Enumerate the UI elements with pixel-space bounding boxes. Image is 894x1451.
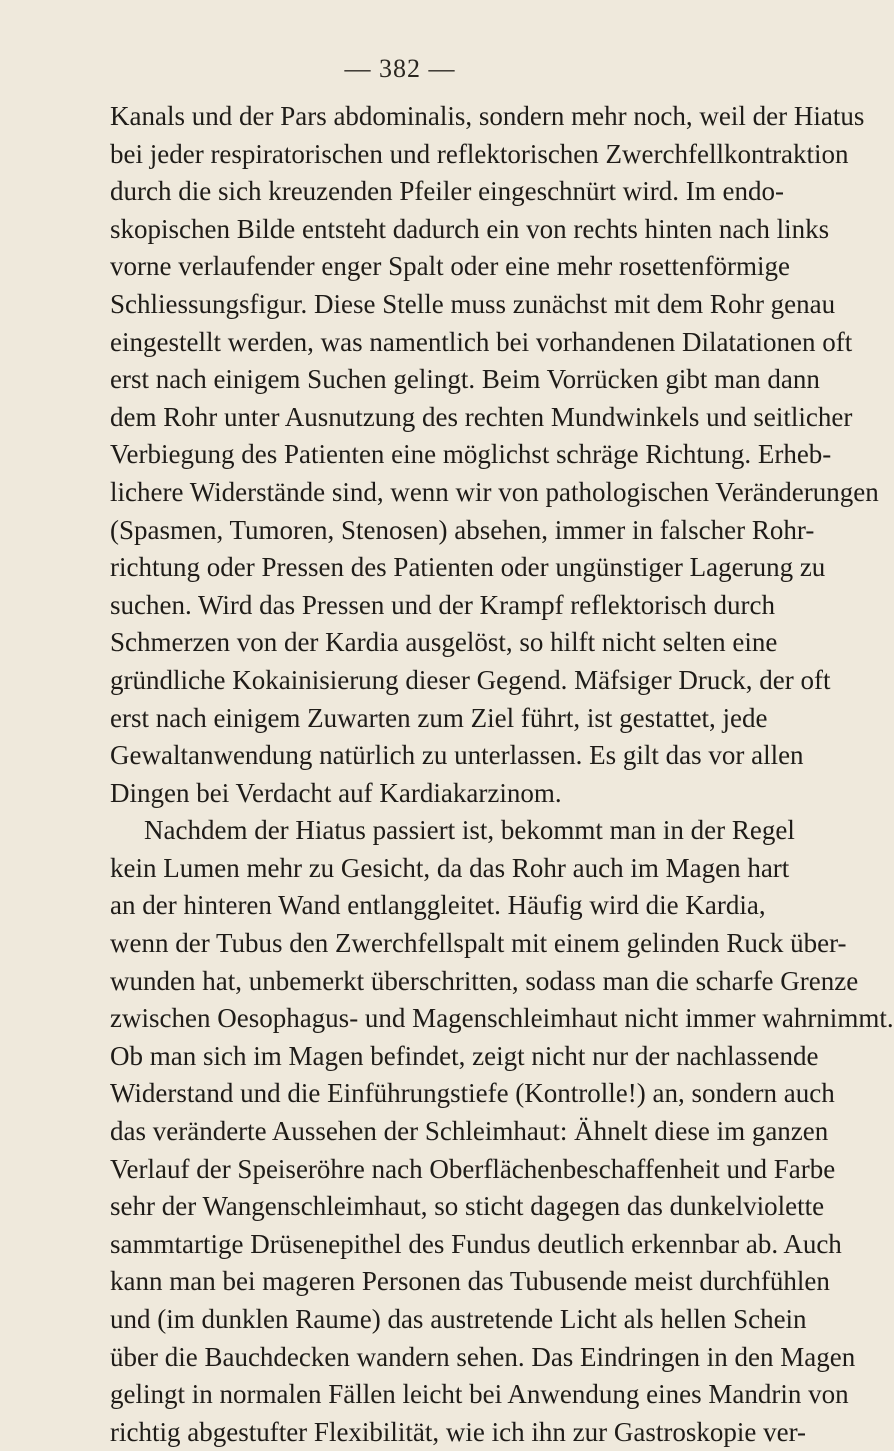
text-line: skopischen Bilde entsteht dadurch ein von rechts hinten nach links — [110, 213, 830, 244]
text-line: richtung oder Pressen des Patienten oder ungünstiger Lagerung zu — [110, 552, 826, 583]
text-line: Gewaltanwendung natürlich zu unterlassen. Es gilt das vor allen — [110, 740, 804, 771]
text-line: und (im dunklen Raume) das austretende Licht als hellen Schein — [110, 1304, 807, 1334]
text-line: wenn der Tubus den Zwerchfellspalt mit einem gelinden Ruck über- — [110, 928, 847, 959]
text-line: vorne verlaufender enger Spalt oder eine mehr rosettenförmige — [110, 251, 790, 282]
text-line: sammtartige Drüsenepithel des Fundus deutlich erkennbar ab. Auch — [110, 1228, 842, 1259]
text-line: erst nach einigem Zuwarten zum Ziel führt, ist gestattet, jede — [110, 702, 768, 733]
text-line: Verbiegung des Patienten eine möglichst schräge Richtung. Erheb- — [110, 439, 832, 470]
text-line: Schmerzen von der Kardia ausgelöst, so hilft nicht selten eine — [110, 627, 778, 658]
paragraph-end-line: Dingen bei Verdacht auf Kardiakarzinom. — [110, 777, 562, 808]
body-text — [110, 98, 894, 1451]
text-line: suchen. Wird das Pressen und der Krampf reflektorisch durch — [110, 589, 775, 620]
text-line: Verlauf der Speiseröhre nach Oberflächenbeschaffenheit und Farbe — [110, 1153, 836, 1184]
text-line: (Spasmen, Tumoren, Stenosen) absehen, immer in falscher Rohr- — [110, 514, 815, 545]
text-line: kann man bei mageren Personen das Tubusende meist durchfühlen — [110, 1266, 830, 1297]
text-line: das veränderte Aussehen der Schleimhaut: Ähnelt diese im ganzen — [110, 1116, 829, 1147]
text-line: bei jeder respiratorischen und reflektorischen Zwerchfellkontraktion — [110, 138, 849, 169]
text-line: gründliche Kokainisierung dieser Gegend. Mäfsiger Druck, der oft — [110, 664, 831, 695]
text-line: Widerstand und die Einführungstiefe (Kontrolle!) an, sondern auch — [110, 1078, 835, 1109]
paragraph-start-line: Nachdem der Hiatus passiert ist, bekommt man in der Regel — [144, 815, 795, 846]
text-line: erst nach einigem Suchen gelingt. Beim Vorrücken gibt man dann — [110, 364, 820, 395]
text-line: gelingt in normalen Fällen leicht bei Anwendung eines Mandrin von — [110, 1379, 849, 1410]
text-line: Ob man sich im Magen befindet, zeigt nicht nur der nachlassende — [110, 1040, 819, 1071]
text-line: Schliessungsfigur. Diese Stelle muss zunächst mit dem Rohr genau — [110, 288, 836, 319]
text-line: an der hinteren Wand entlanggleitet. Häufig wird die Kardia, — [110, 890, 766, 921]
text-line: Kanals und der Pars abdominalis, sondern mehr noch, weil der Hiatus — [110, 101, 865, 131]
text-line: lichere Widerstände sind, wenn wir von pathologischen Veränderungen — [110, 476, 879, 507]
text-line: kein Lumen mehr zu Gesicht, da das Rohr auch im Magen hart — [110, 852, 790, 883]
text-line: eingestellt werden, was namentlich bei vorhandenen Dilatationen oft — [110, 326, 853, 357]
text-line: durch die sich kreuzenden Pfeiler eingeschnürt wird. Im endo- — [110, 176, 785, 207]
text-line: über die Bauchdecken wandern sehen. Das Eindringen in den Magen — [110, 1341, 856, 1372]
text-line: dem Rohr unter Ausnutzung des rechten Mundwinkels und seitlicher — [110, 401, 853, 432]
text-line: wunden hat, unbemerkt überschritten, sodass man die scharfe Grenze — [110, 965, 859, 996]
page-number: — 382 — — [344, 54, 456, 83]
text-line: richtig abgestufter Flexibilität, wie ich ihn zur Gastroskopie ver- — [110, 1416, 807, 1447]
text-line: zwischen Oesophagus- und Magenschleimhaut nicht immer wahrnimmt. — [110, 1003, 894, 1034]
text-line: sehr der Wangenschleimhaut, so sticht dagegen das dunkelviolette — [110, 1191, 825, 1222]
